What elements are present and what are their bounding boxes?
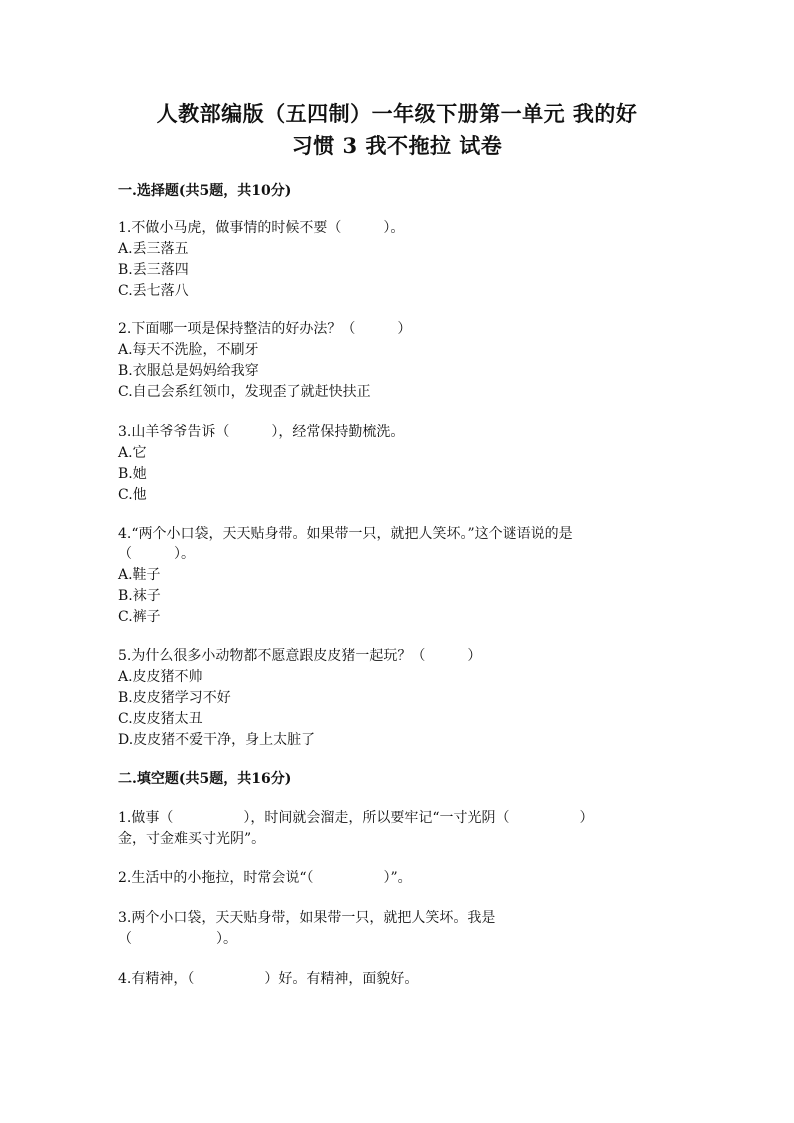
question-5-stem: 5.为什么很多小动物都不愿意跟皮皮猪一起玩？（ ） bbox=[118, 648, 482, 664]
question-1-stem: 1.不做小马虎，做事情的时候不要（ ）。 bbox=[118, 220, 405, 236]
question-4-option-b: B.袜子 bbox=[118, 588, 161, 604]
question-5-option-d: D.皮皮猪不爱干净，身上太脏了 bbox=[118, 732, 316, 748]
question-1-option-b: B.丢三落四 bbox=[118, 262, 189, 278]
question-3-stem: 3.山羊爷爷告诉（ ），经常保持勤梳洗。 bbox=[118, 424, 405, 440]
question-2-option-b: B.衣服总是妈妈给我穿 bbox=[118, 363, 259, 379]
question-2-option-a: A.每天不洗脸，不刷牙 bbox=[118, 342, 259, 358]
question-3-option-c: C.他 bbox=[118, 487, 147, 503]
question-1-option-a: A.丢三落五 bbox=[118, 241, 189, 257]
fill-question-2-line-1: 2.生活中的小拖拉，时常会说“（ ）”。 bbox=[118, 870, 412, 886]
question-3-option-b: B.她 bbox=[118, 466, 147, 482]
question-2-option-c: C.自己会系红领巾，发现歪了就赶快扶正 bbox=[118, 384, 371, 400]
document-title-line-1: 人教部编版（五四制）一年级下册第一单元 我的好 bbox=[156, 101, 638, 126]
fill-question-3-line-1: 3.两个小口袋，天天贴身带，如果带一只，就把人笑坏。我是 bbox=[118, 910, 496, 926]
question-5-option-a: A.皮皮猪不帅 bbox=[118, 669, 203, 685]
question-2-stem: 2.下面哪一项是保持整洁的好办法？（ ） bbox=[118, 321, 412, 337]
question-5-option-b: B.皮皮猪学习不好 bbox=[118, 690, 231, 706]
question-5-option-c: C.皮皮猪太丑 bbox=[118, 711, 203, 727]
fill-question-1-line-1: 1.做事（ ），时间就会溜走，所以要牢记“一寸光阴（ ） bbox=[118, 810, 594, 826]
question-4-option-a: A.鞋子 bbox=[118, 567, 161, 583]
question-3-option-a: A.它 bbox=[118, 445, 147, 461]
fill-question-4-line-1: 4.有精神，（ ）好。有精神，面貌好。 bbox=[118, 971, 419, 987]
document-title-line-2: 习惯 3 我不拖拉 试卷 bbox=[291, 133, 503, 158]
question-4-option-c: C.裤子 bbox=[118, 609, 161, 625]
section-2-heading: 二.填空题(共5题，共16分) bbox=[118, 771, 292, 787]
question-4-stem-line-2: （ ）。 bbox=[118, 546, 195, 562]
fill-question-3-line-2: （ ）。 bbox=[118, 931, 237, 947]
question-1-option-c: C.丢七落八 bbox=[118, 283, 189, 299]
fill-question-1-line-2: 金，寸金难买寸光阴”。 bbox=[118, 831, 266, 847]
section-1-heading: 一.选择题(共5题，共10分) bbox=[118, 183, 292, 199]
question-4-stem-line-1: 4.“两个小口袋，天天贴身带。如果带一只，就把人笑坏。”这个谜语说的是 bbox=[118, 526, 573, 542]
